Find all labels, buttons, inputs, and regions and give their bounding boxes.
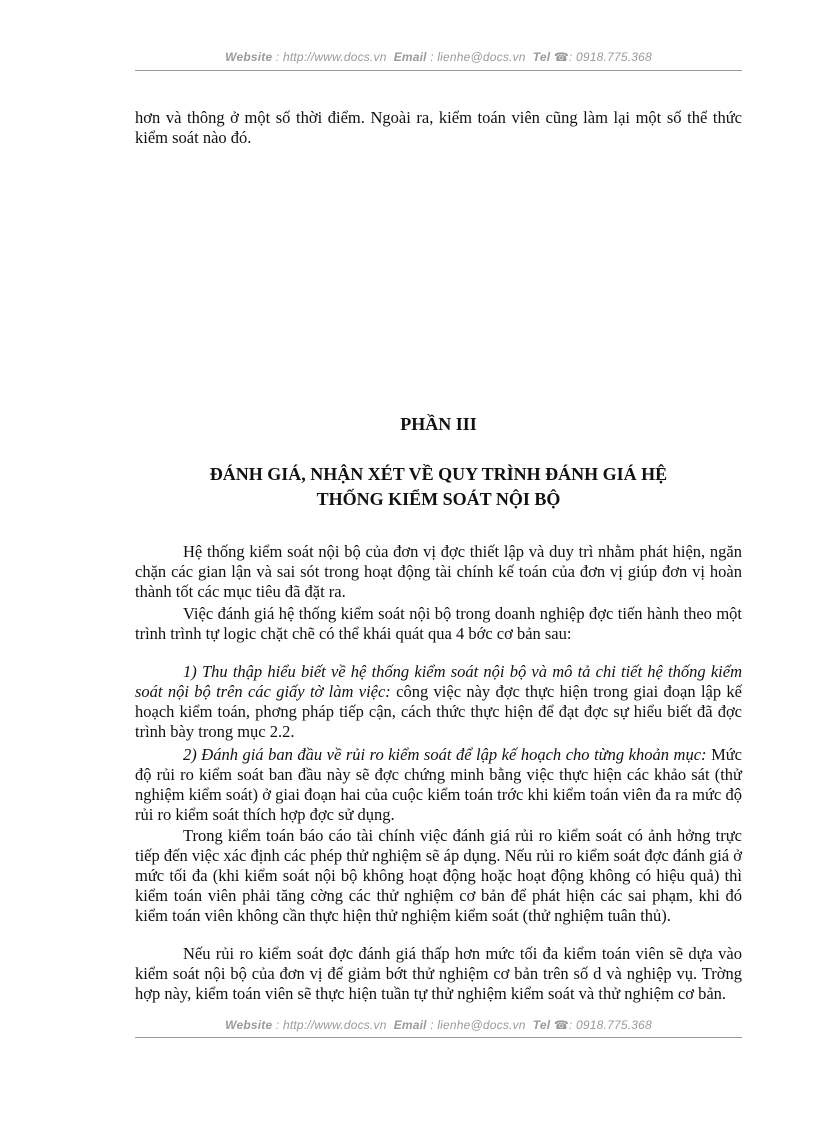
- header-divider: [135, 70, 742, 71]
- footer-divider: [135, 1037, 742, 1038]
- step-1-paragraph: [135, 662, 742, 742]
- footer-website-label: Website: [225, 1018, 273, 1032]
- header-website-url[interactable]: : http://www.docs.vn: [275, 50, 387, 64]
- paragraph-6: Nếu rủi ro kiểm soát đợc đánh giá thấp hơn mức tối đa kiểm toán viên sẽ dựa vào kiểm soát nội bộ của đơn vị để giảm bớt thử nghiệm cơ bản trên số d và nghiệp vụ. Trờng hợp này, kiểm toán viên sẽ thực hiện tuần tự thử nghiệm kiểm soát và thử nghiệm cơ bản.: [135, 944, 742, 1003]
- step-1-heading: 1) Thu thập hiểu biết về hệ thống kiểm soát nội bộ và mô tả chi tiết hệ thống kiểm soát nội bộ trên các giấy tờ làm việc:: [135, 662, 742, 701]
- step-1-text: công việc này đợc thực hiện trong giai đoạn lập kế hoạch kiểm toán, phơng pháp tiếp cận, cách thức thực hiện để đạt đợc sự hiểu biết đã đợc trình bày trong mục 2.2.: [135, 682, 743, 741]
- footer-tel-number: : 0918.775.368: [568, 1018, 652, 1032]
- step-2-text: Mức độ rủi ro kiểm soát ban đầu này sẽ đợc chứng minh bằng việc thực hiện các khảo sát (thử nghiệm kiểm soát) ở giai đoạn hai của cuộc kiểm toán trớc khi kiểm toán viên đa ra mức độ rủi ro kiểm soát thích hợp đợc sử dụng.: [135, 745, 743, 824]
- page-footer: [135, 1018, 742, 1032]
- section-title: [135, 462, 742, 512]
- footer-email-label: Email: [393, 1018, 427, 1032]
- phone-icon: ☎: [553, 50, 569, 64]
- section-title-line1: ĐÁNH GIÁ, NHẬN XÉT VỀ QUY TRÌNH ĐÁNH GIÁ HỆ: [209, 464, 668, 484]
- footer-email-address[interactable]: : lienhe@docs.vn: [430, 1018, 526, 1032]
- header-email-label: Email: [393, 50, 427, 64]
- paragraph-2: Việc đánh giá hệ thống kiểm soát nội bộ trong doanh nghiệp đợc tiến hành theo một trình trình tự logic chặt chẽ có thể khái quát qua 4 bớc cơ bản sau:: [135, 604, 742, 643]
- header-tel-number: : 0918.775.368: [568, 50, 652, 64]
- intro-paragraph: hơn và thông ở một số thời điểm. Ngoài ra, kiểm toán viên cũng làm lại một số thể thức kiểm soát nào đó.: [135, 108, 742, 147]
- header-tel-label: Tel: [532, 50, 551, 64]
- section-title-line2: THỐNG KIỂM SOÁT NỘI BỘ: [316, 489, 561, 509]
- phone-icon: ☎: [553, 1018, 569, 1032]
- footer-website-url[interactable]: : http://www.docs.vn: [275, 1018, 387, 1032]
- paragraph-1: Hệ thống kiểm soát nội bộ của đơn vị đợc thiết lập và duy trì nhằm phát hiện, ngăn chặn các gian lận và sai sót trong hoạt động tài chính kế toán của đơn vị giúp đơn vị hoàn thành tốt các mục tiêu đã đặt ra.: [135, 542, 742, 601]
- paragraph-5: Trong kiểm toán báo cáo tài chính việc đánh giá rủi ro kiểm soát có ảnh hởng trực tiếp đến việc xác định các phép thử nghiệm sẽ áp dụng. Nếu rủi ro kiểm soát đợc đánh giá ở mức tối đa (khi kiểm soát nội bộ không hoạt động hoặc hoạt động không có hiệu quả) thì kiểm toán viên phải tăng cờng các thử nghiệm cơ bản để phát hiện các sai phạm, khi đó kiểm toán viên không cần thực hiện thử nghiệm kiểm soát (thử nghiệm tuân thủ).: [135, 826, 742, 925]
- part-title: PHẦN III: [400, 414, 477, 434]
- header-email-address[interactable]: : lienhe@docs.vn: [430, 50, 526, 64]
- step-2-paragraph: [135, 745, 742, 825]
- footer-tel-label: Tel: [532, 1018, 551, 1032]
- step-2-heading: 2) Đánh giá ban đầu về rủi ro kiểm soát để lập kế hoạch cho từng khoản mục:: [183, 745, 707, 764]
- page-header: [135, 50, 742, 64]
- header-website-label: Website: [225, 50, 273, 64]
